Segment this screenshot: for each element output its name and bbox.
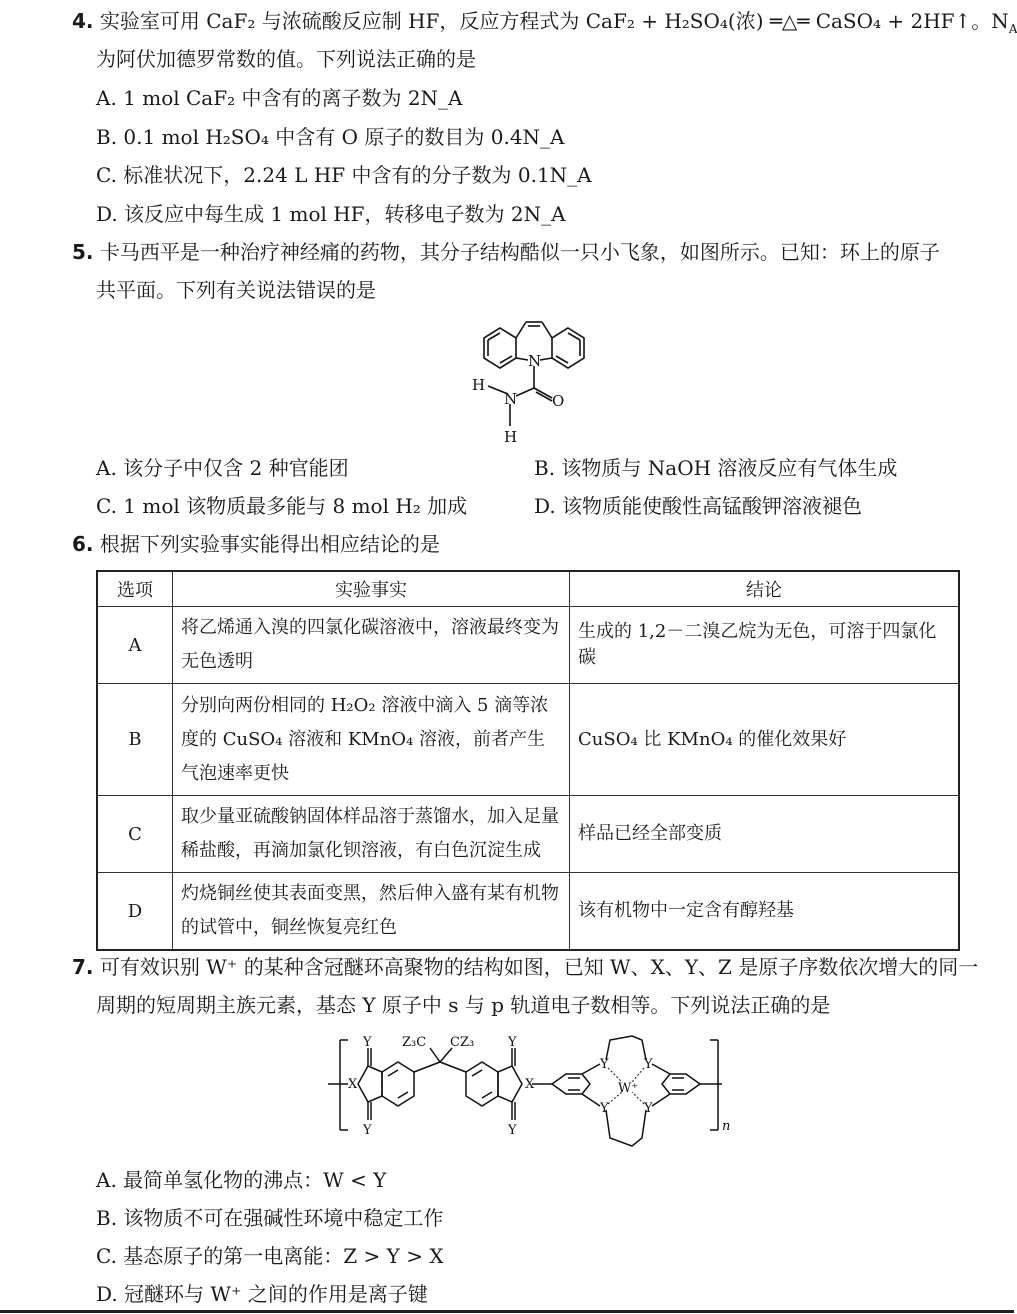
label-cz3: CZ₃ [450,1035,475,1050]
row-option: C [97,796,173,873]
q7-option-a[interactable]: A. 最简单氢化物的沸点：W < Y [96,1168,387,1192]
q4-option-c[interactable]: C. 标准状况下，2.24 L HF 中含有的分子数为 0.1N_A [96,163,592,187]
row-option: A [97,607,173,684]
q5-stem-text1: 卡马西平是一种治疗神经痛的药物，其分子结构酷似一只小飞象，如图所示。已知：环上的原子 [99,240,940,264]
q4-option-d[interactable]: D. 该反应中每生成 1 mol HF，转移电子数为 2N_A [96,202,566,226]
q6-number: 6. [72,532,94,556]
label-y-bottom-right: Y [508,1123,517,1138]
q6-stem [72,531,440,557]
row-fact: 分别向两份相同的 H₂O₂ 溶液中滴入 5 滴等浓度的 CuSO₄ 溶液和 KMnO₄ 溶液，前者产生气泡速率更快 [173,684,570,796]
q7-stem-text1: 可有效识别 W⁺ 的某种含冠醚环高聚物的结构如图，已知 W、X、Y、Z 是原子序数依次增大的同一 [99,955,979,979]
q4-number: 4. [72,9,94,33]
label-n: n [722,1119,731,1134]
q4-stem-text1: 实验室可用 CaF₂ 与浓硫酸反应制 HF，反应方程式为 CaF₂ + H₂SO₄(浓) ═△═ CaSO₄ + 2HF↑。N [99,9,1009,33]
atom-h-left: H [472,376,486,394]
atom-h-bottom: H [504,428,518,446]
row-conclusion: 生成的 1,2－二溴乙烷为无色，可溶于四氯化碳 [570,607,960,684]
bottom-rule [0,1310,1014,1313]
label-x-right: X [525,1077,535,1092]
row-conclusion: 该有机物中一定含有醇羟基 [570,873,960,951]
row-fact: 取少量亚硫酸钠固体样品溶于蒸馏水，加入足量稀盐酸，再滴加氯化钡溶液，有白色沉淀生成 [173,796,570,873]
atom-n-amide: N [504,390,518,408]
label-y-bottom-left: Y [363,1123,372,1138]
label-crown-y2: Y [644,1057,653,1072]
label-crown-y4: Y [644,1101,653,1116]
q7-stem-line1 [72,954,978,980]
label-crown-y3: Y [600,1101,609,1116]
label-x-left: X [348,1077,358,1092]
q5-option-c[interactable]: C. 1 mol 该物质最多能与 8 mol H₂ 加成 [96,494,468,518]
q5-stem-line1 [72,239,940,265]
q5-number: 5. [72,240,94,264]
table-row [97,607,959,684]
q7-stem-line2: 周期的短周期主族元素，基态 Y 原子中 s 与 p 轨道电子数相等。下列说法正确的是 [96,993,831,1017]
row-option: B [97,684,173,796]
q7-option-d[interactable]: D. 冠醚环与 W⁺ 之间的作用是离子键 [96,1282,428,1306]
q4-stem-line2: 为阿伏加德罗常数的值。下列说法正确的是 [96,47,476,71]
header-conclusion: 结论 [570,571,960,607]
q7-number: 7. [72,955,94,979]
label-y-top-left: Y [363,1035,372,1050]
row-option: D [97,873,173,951]
table-row [97,796,959,873]
q7-option-c[interactable]: C. 基态原子的第一电离能：Z > Y > X [96,1244,444,1268]
q5-option-b[interactable]: B. 该物质与 NaOH 溶液反应有气体生成 [534,456,898,480]
label-crown-y1: Y [600,1057,609,1072]
row-conclusion: 样品已经全部变质 [570,796,960,873]
q5-option-a[interactable]: A. 该分子中仅含 2 种官能团 [96,456,349,480]
row-fact: 灼烧铜丝使其表面变黑，然后伸入盛有某有机物的试管中，铜丝恢复亮红色 [173,873,570,951]
table-row [97,684,959,796]
q5-stem-line2: 共平面。下列有关说法错误的是 [96,278,376,302]
q4-option-b[interactable]: B. 0.1 mol H₂SO₄ 中含有 O 原子的数目为 0.4N_A [96,125,565,149]
label-y-top-right: Y [508,1035,517,1050]
q4-stem-sub: A [1008,22,1017,36]
header-option: 选项 [97,571,173,607]
header-fact: 实验事实 [173,571,570,607]
row-fact: 将乙烯通入溴的四氯化碳溶液中，溶液最终变为无色透明 [173,607,570,684]
q7-option-b[interactable]: B. 该物质不可在强碱性环境中稳定工作 [96,1206,444,1230]
atom-n-ring: N [528,352,542,370]
row-conclusion: CuSO₄ 比 KMnO₄ 的催化效果好 [570,684,960,796]
experiment-table [96,570,960,951]
label-w-ion: W⁺ [618,1081,639,1096]
table-row [97,873,959,951]
atom-o: O [552,392,565,410]
q6-stem-text: 根据下列实验事实能得出相应结论的是 [99,532,440,556]
q4-stem-line1 [72,8,1017,42]
q4-option-a[interactable]: A. 1 mol CaF₂ 中含有的离子数为 2N_A [96,86,463,110]
carbamazepine-structure [460,308,610,448]
crown-ether-polymer-structure [326,1030,736,1160]
label-z3c: Z₃C [402,1035,427,1050]
q5-option-d[interactable]: D. 该物质能使酸性高锰酸钾溶液褪色 [534,494,863,518]
table-header-row [97,571,959,607]
